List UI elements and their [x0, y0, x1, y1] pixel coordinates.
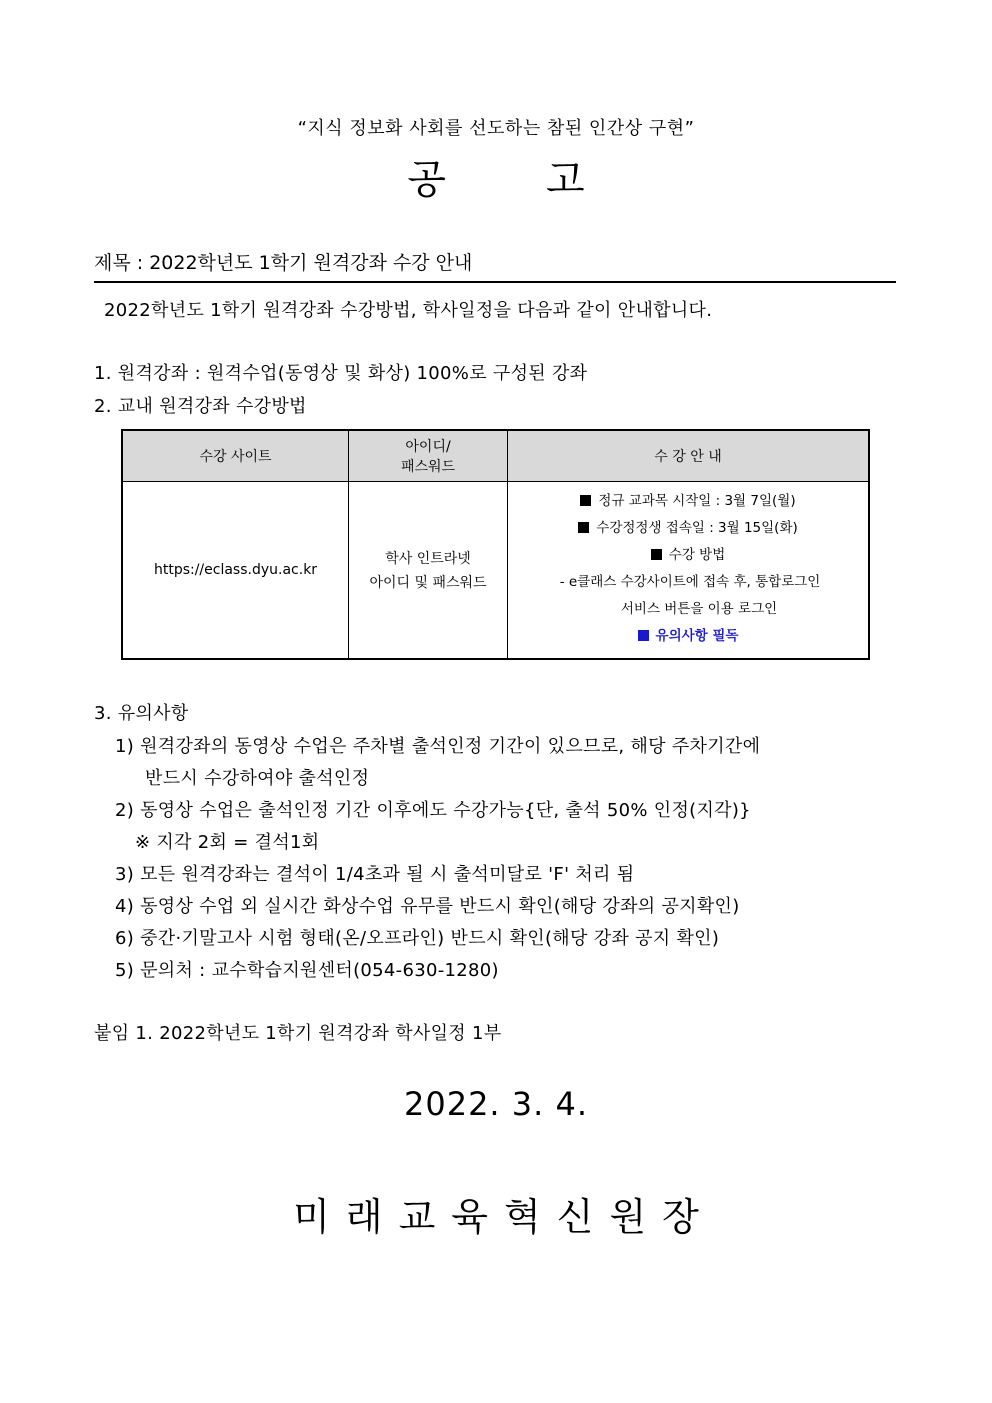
- table-header-row: [122, 430, 869, 482]
- header-site: 수강 사이트: [122, 430, 349, 482]
- motto: “지식 정보화 사회를 선도하는 참된 인간상 구현”: [297, 118, 695, 139]
- note-1: 1) 원격강좌의 동영상 수업은 주차별 출석인정 기간이 있으므로, 해당 주차기간에: [115, 736, 761, 757]
- title-char: 고: [546, 157, 585, 203]
- item-1: 1. 원격강좌 : 원격수업(동영상 및 화상) 100%로 구성된 강좌: [94, 363, 588, 384]
- guide-item: 수강정정생 접속일 : 3월 15일(화): [518, 515, 858, 542]
- date: 2022. 3. 4.: [403, 1085, 588, 1123]
- divider: [94, 281, 896, 283]
- organization-name: [0, 1186, 992, 1241]
- title-char: 공: [407, 157, 446, 203]
- page-title: [0, 148, 992, 205]
- square-bullet-icon: [638, 630, 649, 641]
- org-char: 교: [398, 1195, 436, 1239]
- id-line1: 학사 인트라넷: [385, 551, 471, 567]
- guide-subitem-cont: 서비스 버튼을 이용 로그인: [620, 601, 778, 617]
- guide-subitem: - e클래스 수강사이트에 접속 후, 통합로그인: [559, 574, 821, 590]
- org-char: 원: [609, 1195, 647, 1239]
- subject-line: 제목 : 2022학년도 1학기 원격강좌 수강 안내: [94, 252, 473, 274]
- note-2: 2) 동영상 수업은 출석인정 기간 이후에도 수강가능{단, 출석 50% 인정(지각)}: [115, 800, 751, 821]
- org-char: 신: [556, 1195, 594, 1239]
- org-char: 장: [662, 1195, 699, 1239]
- notes-heading: 3. 유의사항: [94, 703, 189, 724]
- note-6: 6) 중간·기말고사 시험 형태(온/오프라인) 반드시 확인(해당 강좌 공지 확인): [115, 928, 720, 949]
- header-id: [349, 430, 508, 482]
- guide-cell: [508, 482, 869, 660]
- square-bullet-icon: [578, 522, 589, 533]
- note-5: 5) 문의처 : 교수학습지원센터(054-630-1280): [115, 960, 499, 981]
- id-cell: [349, 482, 508, 660]
- item-2: 2. 교내 원격강좌 수강방법: [94, 396, 307, 417]
- square-bullet-icon: [580, 495, 591, 506]
- guide-item: 수강 방법: [518, 542, 858, 569]
- attachment: 붙임 1. 2022학년도 1학기 원격강좌 학사일정 1부: [94, 1023, 502, 1044]
- site-url[interactable]: https://eclass.dyu.ac.kr: [122, 482, 349, 660]
- org-char: 래: [345, 1195, 383, 1239]
- guide-warning: 유의사항 필독: [518, 623, 858, 650]
- course-info-table: [121, 429, 870, 660]
- org-char: 육: [451, 1195, 488, 1239]
- note-4: 4) 동영상 수업 외 실시간 화상수업 유무를 반드시 확인(해당 강좌의 공지확인): [115, 896, 740, 917]
- square-bullet-icon: [651, 549, 662, 560]
- header-id-line1: 아이디/: [405, 439, 451, 455]
- header-guide: 수 강 안 내: [508, 430, 869, 482]
- id-line2: 아이디 및 패스워드: [369, 575, 487, 591]
- org-char: 미: [293, 1195, 330, 1239]
- header-id-line2: 패스워드: [400, 459, 456, 475]
- org-char: 혁: [504, 1195, 541, 1239]
- note-3: 3) 모든 원격강좌는 결석이 1/4초과 될 시 출석미달로 'F' 처리 됨: [115, 864, 635, 885]
- guide-item: 정규 교과목 시작일 : 3월 7일(월): [518, 488, 858, 515]
- table-row: [122, 482, 869, 660]
- note-2-sub: ※ 지각 2회 = 결석1회: [135, 832, 320, 853]
- intro-text: 2022학년도 1학기 원격강좌 수강방법, 학사일정을 다음과 같이 안내합니다.: [104, 300, 713, 321]
- note-1-cont: 반드시 수강하여야 출석인정: [145, 768, 370, 789]
